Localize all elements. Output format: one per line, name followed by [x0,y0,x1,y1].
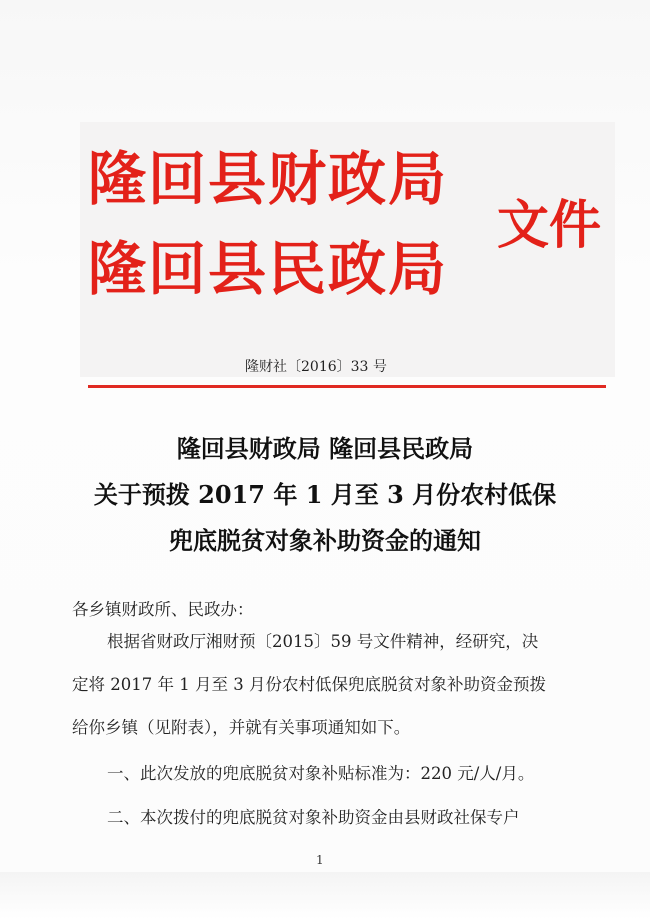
page-number: 1 [316,853,324,867]
paragraph-1-line-1: 根据省财政厅湘财预〔2015〕59 号文件精神，经研究，决 [107,632,539,651]
notice-title-line-3: 兜底脱贫对象补助资金的通知 [169,526,481,555]
issuer-finance-bureau: 隆回县财政局 [88,145,449,213]
notice-title-line-2: 关于预拨 2017 年 1 月至 3 月份农村低保 [93,480,557,509]
page-bottom-margin [0,872,650,919]
list-item-1: 一、此次发放的兜底脱贫对象补贴标准为：220 元/人/月。 [107,764,535,783]
salutation: 各乡镇财政所、民政办： [72,600,254,619]
list-item-2: 二、本次拨付的兜底脱贫对象补助资金由县财政社保专户 [107,808,520,827]
document-number: 隆财社〔2016〕33 号 [245,359,387,375]
paragraph-1-line-3: 给你乡镇（见附表），并就有关事项通知如下。 [72,718,411,737]
document-type-label: 文件 [497,195,602,256]
issuer-civil-affairs-bureau: 隆回县民政局 [88,235,449,303]
notice-title-line-1: 隆回县财政局 隆回县民政局 [176,434,474,463]
paragraph-1-line-2: 定将 2017 年 1 月至 3 月份农村低保兜底脱贫对象补助资金预拨 [72,675,546,694]
red-header-rule [88,385,606,388]
